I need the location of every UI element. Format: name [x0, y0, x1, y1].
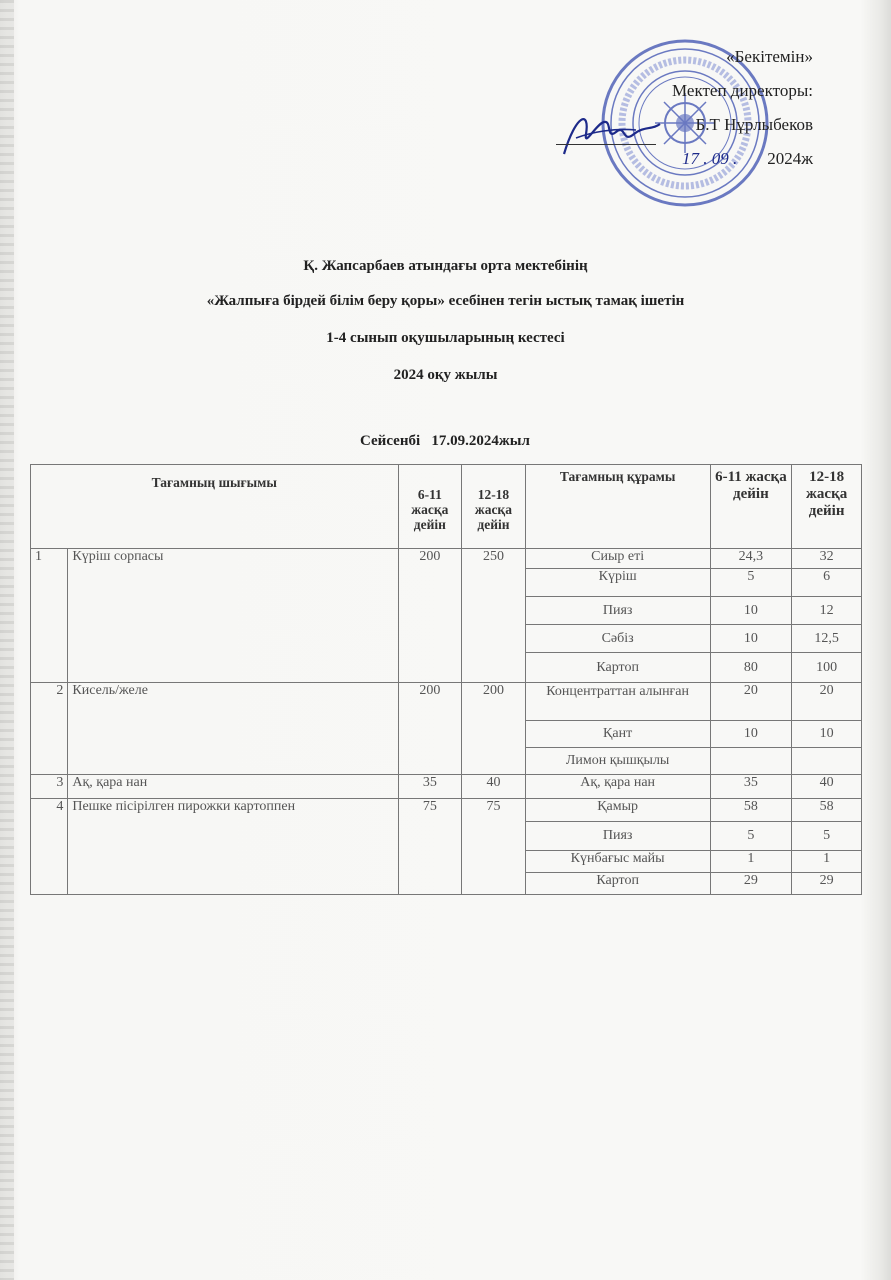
- title-fund: «Жалпыға бірдей білім беру қоры» есебінен тегін ыстық тамақ ішетін: [206, 293, 685, 309]
- header-dish: Тағамның шығымы: [31, 465, 399, 549]
- ingredient-name: Картоп: [525, 873, 710, 895]
- ingredient-12-18: 12,5: [792, 625, 862, 653]
- ingredient-name: Лимон қышқылы: [525, 748, 710, 775]
- ingredient-12-18: 29: [792, 873, 862, 895]
- ingredient-name: Күнбағыс майы: [525, 851, 710, 873]
- ingredient-12-18: [792, 748, 862, 775]
- dish-name: Күріш сорпасы: [68, 549, 398, 683]
- ingredient-6-11: 1: [710, 851, 792, 873]
- ingredient-6-11: [710, 748, 792, 775]
- ingredient-name: Концентраттан алынған: [525, 683, 710, 721]
- menu-date: Сейсенбі 17.09.2024жыл: [360, 433, 530, 449]
- ingredient-6-11: 35: [710, 775, 792, 799]
- ingredient-name: Пияз: [525, 597, 710, 625]
- dish-name: Пешке пісірілген пирожки картоппен: [68, 799, 398, 895]
- ingredient-name: Сәбіз: [525, 625, 710, 653]
- ingredient-6-11: 5: [710, 822, 792, 851]
- ingredient-name: Күріш: [525, 569, 710, 597]
- ingredient-12-18: 100: [792, 653, 862, 683]
- ingredient-12-18: 6: [792, 569, 862, 597]
- ingredient-name: Қамыр: [525, 799, 710, 822]
- dish-yield-6-11: 200: [398, 549, 462, 683]
- table-row: [31, 799, 862, 822]
- ingredient-name: Пияз: [525, 822, 710, 851]
- menu-table: [30, 464, 862, 895]
- title-year: 2024 оқу жылы: [393, 367, 498, 383]
- ingredient-6-11: 20: [710, 683, 792, 721]
- approval-date: 17 . 09 . 2024ж: [682, 149, 813, 168]
- menu-body: [31, 549, 862, 895]
- ingredient-6-11: 10: [710, 625, 792, 653]
- header-age-6-11: 6-11 жасқа дейін: [398, 465, 462, 549]
- dish-yield-12-18: 200: [462, 683, 526, 775]
- ingredient-12-18: 20: [792, 683, 862, 721]
- row-number: 3: [31, 775, 68, 799]
- ingredient-6-11: 10: [710, 597, 792, 625]
- dish-yield-12-18: 250: [462, 549, 526, 683]
- ingredient-name: Картоп: [525, 653, 710, 683]
- ingredient-6-11: 29: [710, 873, 792, 895]
- ingredient-12-18: 40: [792, 775, 862, 799]
- row-number: 2: [31, 683, 68, 775]
- table-row: [31, 549, 862, 569]
- ingredient-12-18: 12: [792, 597, 862, 625]
- ingredient-6-11: 80: [710, 653, 792, 683]
- approval-name: Б.Т Нұрлыбеков: [695, 115, 813, 134]
- ingredient-12-18: 10: [792, 721, 862, 748]
- ingredient-6-11: 58: [710, 799, 792, 822]
- ingredient-name: Қант: [525, 721, 710, 748]
- title-school: Қ. Жапсарбаев атындағы орта мектебінің: [303, 258, 588, 274]
- header-composition: Тағамның құрамы: [525, 465, 710, 549]
- ingredient-6-11: 24,3: [710, 549, 792, 569]
- approval-role: Мектеп директоры:: [672, 81, 813, 100]
- header-age-6-11-b: 6-11 жасқа дейін: [710, 465, 792, 549]
- dish-name: Ақ, қара нан: [68, 775, 398, 799]
- ingredient-6-11: 5: [710, 569, 792, 597]
- ingredient-name: Ақ, қара нан: [525, 775, 710, 799]
- header-age-12-18-b: 12-18 жасқа дейін: [792, 465, 862, 549]
- ingredient-12-18: 5: [792, 822, 862, 851]
- header-age-12-18: 12-18 жасқа дейін: [462, 465, 526, 549]
- ingredient-12-18: 1: [792, 851, 862, 873]
- table-row: [31, 683, 862, 721]
- table-row: [31, 775, 862, 799]
- approval-heading: «Бекітемін»: [726, 47, 813, 66]
- scan-edge: [0, 0, 14, 1280]
- ingredient-12-18: 32: [792, 549, 862, 569]
- row-number: 4: [31, 799, 68, 895]
- dish-yield-6-11: 75: [398, 799, 462, 895]
- title-schedule: 1-4 сынып оқушыларының кестесі: [326, 330, 565, 346]
- dish-yield-6-11: 35: [398, 775, 462, 799]
- approval-block: [593, 40, 813, 176]
- dish-yield-12-18: 40: [462, 775, 526, 799]
- dish-name: Кисель/желе: [68, 683, 398, 775]
- dish-yield-6-11: 200: [398, 683, 462, 775]
- row-number: 1: [31, 549, 68, 683]
- ingredient-12-18: 58: [792, 799, 862, 822]
- ingredient-6-11: 10: [710, 721, 792, 748]
- ingredient-name: Сиыр еті: [525, 549, 710, 569]
- approval-year: 2024ж: [767, 149, 813, 168]
- dish-yield-12-18: 75: [462, 799, 526, 895]
